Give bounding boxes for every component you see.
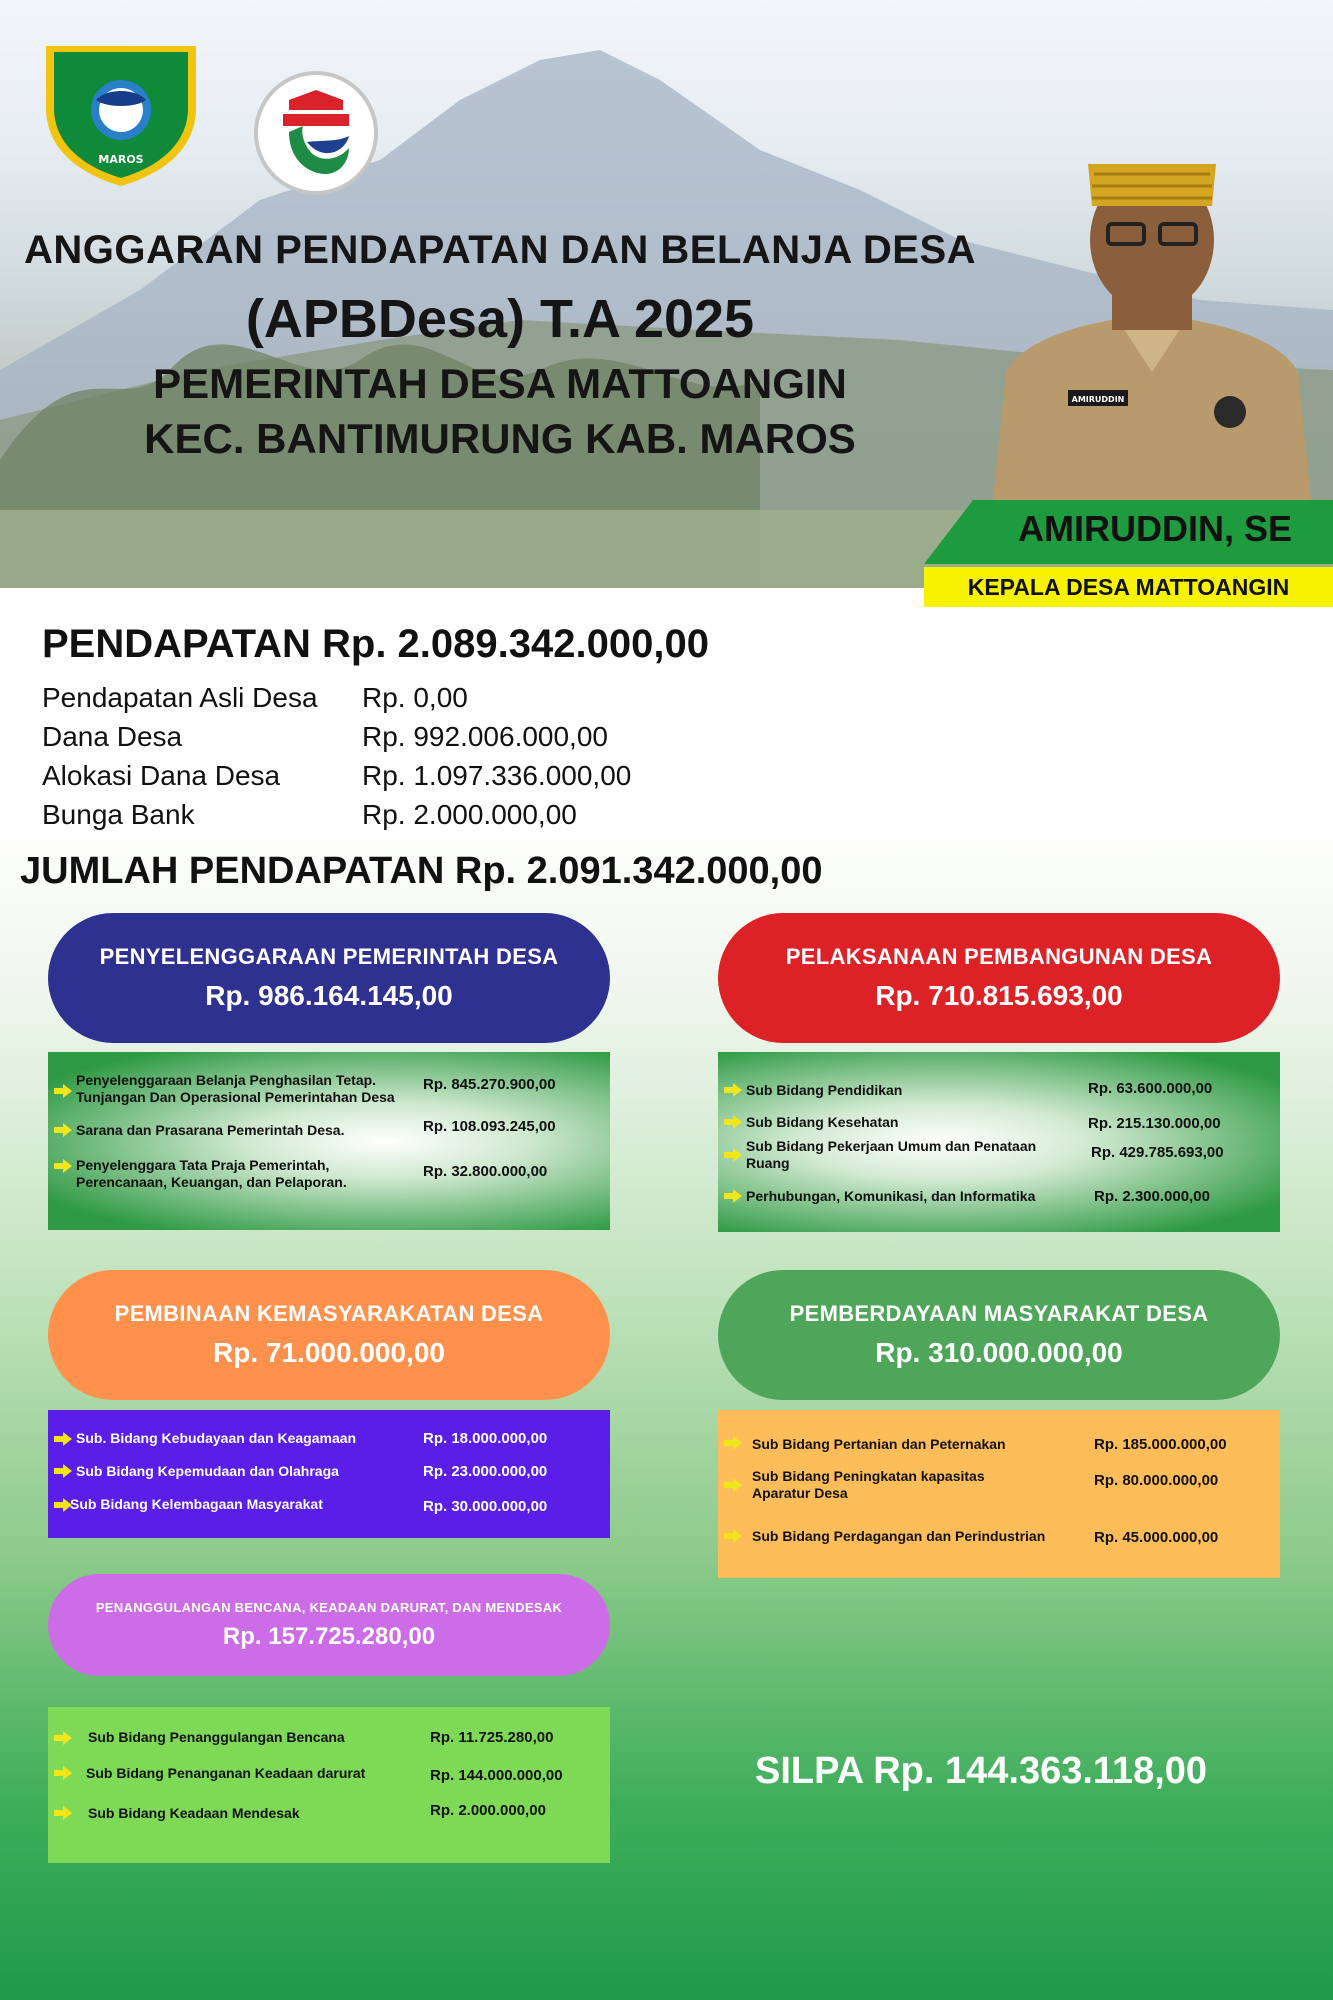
income-item: [42, 799, 577, 831]
category-amount: Rp. 310.000.000,00: [875, 1337, 1123, 1368]
category-title: PEMBINAAN KEMASYARAKATAN DESA: [114, 1301, 544, 1326]
category-details-development: [718, 1052, 1280, 1232]
category-pill-community-empowerment: [718, 1270, 1280, 1400]
arrow-right-icon: [54, 1464, 72, 1478]
detail-value: Rp. 185.000.000,00: [1094, 1436, 1227, 1453]
detail-value: Rp. 45.000.000,00: [1094, 1529, 1219, 1546]
arrow-right-icon: [724, 1115, 742, 1129]
official-name: AMIRUDDIN, SE: [1017, 508, 1292, 549]
arrow-right-icon: [724, 1148, 742, 1162]
arrow-right-icon: [724, 1478, 742, 1492]
detail-value: Rp. 2.300.000,00: [1094, 1188, 1210, 1205]
svg-text:MAROS: MAROS: [98, 153, 144, 166]
category-pill-community-development: [48, 1270, 610, 1400]
category-amount: Rp. 710.815.693,00: [875, 980, 1123, 1011]
detail-value: Rp. 23.000.000,00: [423, 1463, 548, 1480]
income-heading: PENDAPATAN Rp. 2.089.342.000,00: [42, 622, 709, 666]
detail-label: Sub Bidang Peningkatan kapasitas Aparatur Desa: [752, 1468, 985, 1501]
arrow-right-icon: [724, 1189, 742, 1203]
income-item: [42, 721, 608, 753]
detail-label: Sub Bidang Perdagangan dan Perindustrian: [752, 1528, 1046, 1544]
detail-value: Rp. 63.600.000,00: [1088, 1080, 1213, 1097]
name-tag-text: AMIRUDDIN: [1071, 395, 1125, 404]
detail-label: Sarana dan Prasarana Pemerintah Desa.: [76, 1122, 345, 1138]
village-head-portrait: [982, 122, 1322, 510]
arrow-right-icon: [54, 1731, 72, 1745]
detail-label: Sub Bidang Kesehatan: [746, 1114, 899, 1130]
maros-regency-emblem: [36, 38, 206, 188]
category-title: PENYELENGGARAAN PEMERINTAH DESA: [99, 944, 559, 969]
title-line-1: ANGGARAN PENDAPATAN DAN BELANJA DESA: [23, 228, 977, 272]
arrow-right-icon: [54, 1123, 72, 1137]
title-line-4: KEC. BANTIMURUNG KAB. MAROS: [144, 415, 856, 462]
detail-label: Sub Bidang Pertanian dan Peternakan: [752, 1436, 1006, 1452]
income-item-label: Bunga Bank: [42, 799, 195, 830]
arrow-right-icon: [724, 1436, 742, 1450]
category-amount: Rp. 986.164.145,00: [205, 980, 453, 1011]
detail-value: Rp. 429.785.693,00: [1091, 1144, 1224, 1161]
income-item: [42, 682, 468, 714]
detail-value: Rp. 30.000.000,00: [423, 1498, 548, 1515]
detail-label: Penyelenggaraan Belanja Penghasilan Tetap. Tunjangan Dan Operasional Pemerintahan Desa: [76, 1072, 395, 1105]
detail-label: Sub Bidang Pekerjaan Umum dan Penataan Ruang: [746, 1138, 1037, 1171]
category-pill-government: [48, 913, 610, 1043]
category-title: PELAKSANAAN PEMBANGUNAN DESA: [785, 944, 1213, 969]
detail-value: Rp. 11.725.280,00: [430, 1729, 554, 1746]
detail-label: Sub. Bidang Kebudayaan dan Keagamaan: [76, 1430, 357, 1446]
detail-label: Sub Bidang Keadaan Mendesak: [88, 1805, 300, 1821]
income-item-value: Rp. 992.006.000,00: [362, 721, 608, 752]
detail-value: Rp. 108.093.245,00: [423, 1118, 556, 1135]
detail-label: Sub Bidang Penanggulangan Bencana: [88, 1729, 345, 1745]
income-item-label: Dana Desa: [42, 721, 183, 752]
detail-value: Rp. 80.000.000,00: [1094, 1472, 1219, 1489]
detail-value: Rp. 215.130.000,00: [1088, 1115, 1221, 1132]
category-title: PEMBERDAYAAN MASYARAKAT DESA: [789, 1301, 1209, 1326]
arrow-right-icon: [724, 1083, 742, 1097]
detail-label: Penyelenggara Tata Praja Pemerintah, Perencanaan, Keuangan, dan Pelaporan.: [76, 1157, 347, 1190]
arrow-right-icon: [54, 1806, 72, 1820]
category-pill-disaster-management: [48, 1574, 610, 1676]
category-amount: Rp. 157.725.280,00: [222, 1622, 436, 1650]
official-title: KEPALA DESA MATTOANGIN: [967, 574, 1290, 600]
title-line-2: (APBDesa) T.A 2025: [245, 289, 755, 349]
silpa-total: SILPA Rp. 144.363.118,00: [755, 1750, 1208, 1792]
category-pill-development: [718, 913, 1280, 1043]
income-item-value: Rp. 2.000.000,00: [362, 799, 577, 830]
detail-value: Rp. 144.000.000,00: [430, 1767, 563, 1784]
detail-value: Rp. 2.000.000,00: [430, 1802, 546, 1819]
category-amount: Rp. 71.000.000,00: [213, 1337, 445, 1368]
detail-label: Sub Bidang Kepemudaan dan Olahraga: [76, 1463, 339, 1479]
hero-banner: [0, 0, 1333, 588]
category-title: PENANGGULANGAN BENCANA, KEADAAN DARURAT, DAN MENDESAK: [95, 1599, 563, 1615]
detail-label: Sub Bidang Penanganan Keadaan darurat: [86, 1765, 366, 1781]
arrow-right-icon: [54, 1159, 72, 1173]
category-details-government: [48, 1052, 610, 1230]
income-item-label: Alokasi Dana Desa: [42, 760, 281, 791]
detail-label: Sub Bidang Pendidikan: [746, 1082, 903, 1098]
income-item: [42, 760, 631, 792]
detail-label: Perhubungan, Komunikasi, dan Informatika: [746, 1188, 1036, 1204]
ministry-village-logo: [237, 70, 395, 196]
title-line-3: PEMERINTAH DESA MATTOANGIN: [153, 360, 847, 407]
income-item-label: Pendapatan Asli Desa: [42, 682, 318, 713]
arrow-right-icon: [724, 1529, 742, 1543]
detail-value: Rp. 845.270.900,00: [423, 1076, 556, 1093]
income-item-value: Rp. 1.097.336.000,00: [362, 760, 632, 791]
detail-value: Rp. 32.800.000,00: [423, 1163, 548, 1180]
arrow-right-icon: [54, 1084, 72, 1098]
category-details-community-empowerment: [718, 1410, 1280, 1578]
income-item-value: Rp. 0,00: [362, 682, 468, 713]
category-details-disaster-management: [48, 1707, 610, 1863]
total-income: JUMLAH PENDAPATAN Rp. 2.091.342.000,00: [20, 850, 823, 892]
arrow-right-icon: [54, 1766, 72, 1780]
detail-label: Sub Bidang Kelembagaan Masyarakat: [70, 1496, 323, 1512]
category-details-community-development: [48, 1410, 610, 1538]
arrow-right-icon: [54, 1432, 72, 1446]
detail-value: Rp. 18.000.000,00: [423, 1430, 548, 1447]
